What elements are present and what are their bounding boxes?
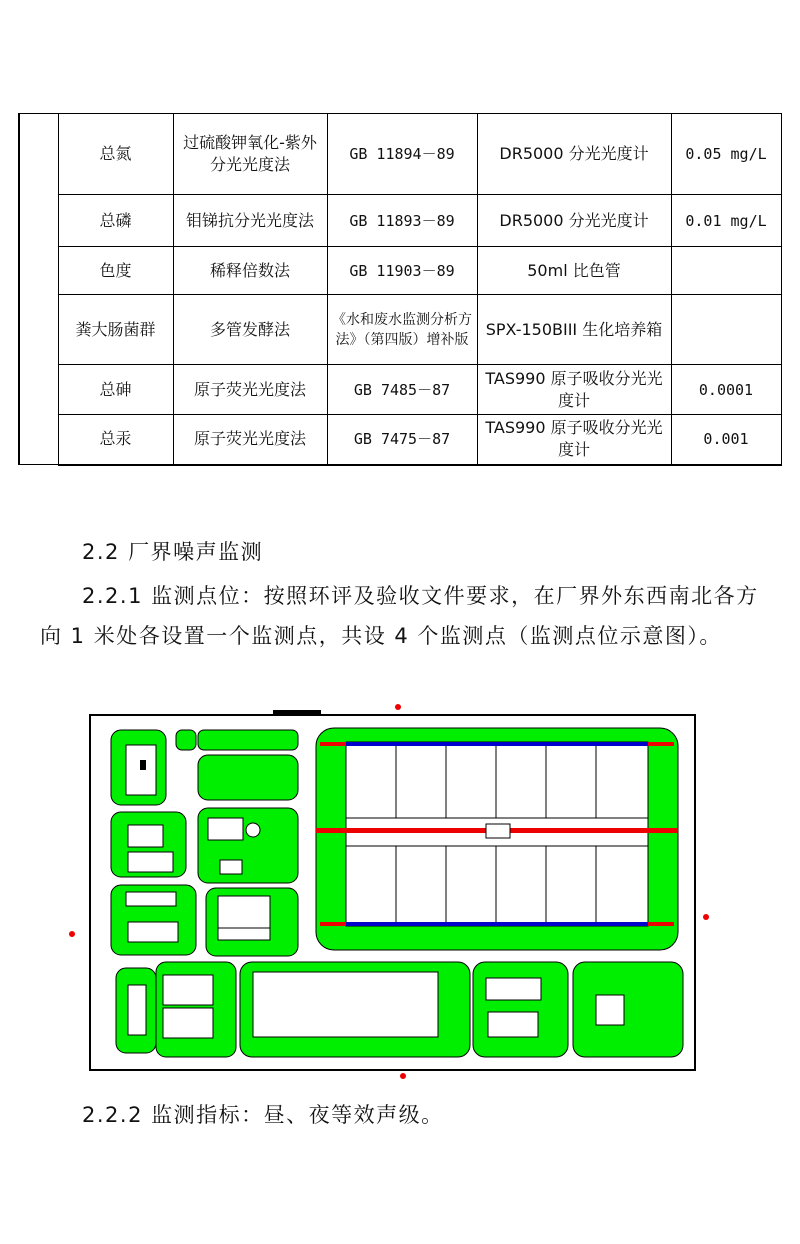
noise-monitoring-point xyxy=(703,914,709,920)
noise-monitoring-point xyxy=(395,704,401,710)
limit-cell xyxy=(671,247,781,295)
building xyxy=(163,975,213,1005)
tank xyxy=(246,823,260,837)
building xyxy=(220,860,242,874)
noise-monitoring-point xyxy=(400,1073,406,1079)
site-plan-map xyxy=(58,700,718,1085)
method-cell: 原子荧光光度法 xyxy=(173,415,327,465)
building-marker xyxy=(140,760,146,770)
item-cell: 总汞 xyxy=(58,415,173,465)
road-marking xyxy=(648,742,674,746)
item-cell: 总砷 xyxy=(58,365,173,415)
building xyxy=(208,818,243,840)
section-heading: 2.2 厂界噪声监测 xyxy=(82,540,264,564)
table-row xyxy=(19,195,781,247)
instrument-cell: 50ml 比色管 xyxy=(477,247,671,295)
road-marking xyxy=(320,922,346,926)
building xyxy=(128,825,163,847)
hall-edge xyxy=(346,922,648,926)
building xyxy=(488,1012,538,1037)
limit-cell: 0.01 mg/L xyxy=(671,195,781,247)
instrument-cell: SPX-150BIII 生化培养箱 xyxy=(477,295,671,365)
building xyxy=(128,922,178,942)
item-cell: 总磷 xyxy=(58,195,173,247)
noise-monitoring-point xyxy=(69,931,75,937)
limit-cell xyxy=(671,295,781,365)
table-row xyxy=(19,247,781,295)
method-cell: 钼锑抗分光光度法 xyxy=(173,195,327,247)
paragraph-monitoring-points: 2.2.1 监测点位：按照环评及验收文件要求，在厂界外东西南北各方向 1 米处各设置一个监测点，共设 4 个监测点（监测点位示意图）。 xyxy=(40,584,759,648)
limit-cell: 0.05 mg/L xyxy=(671,114,781,195)
road-marking xyxy=(648,922,674,926)
standard-cell: GB 11893－89 xyxy=(327,195,477,247)
instrument-cell: TAS990 原子吸收分光光度计 xyxy=(477,415,671,465)
limit-cell: 0.0001 xyxy=(671,365,781,415)
green-area xyxy=(573,962,683,1057)
item-cell: 色度 xyxy=(58,247,173,295)
table-row xyxy=(19,114,781,195)
factory-gate xyxy=(273,710,321,716)
instrument-cell: DR5000 分光光度计 xyxy=(477,114,671,195)
hall-edge xyxy=(346,742,648,746)
table-row xyxy=(19,415,781,465)
category-cell xyxy=(19,114,58,465)
building xyxy=(128,852,173,872)
green-area xyxy=(198,755,298,800)
standard-cell: GB 7485－87 xyxy=(327,365,477,415)
paragraph-monitoring-indicators: 2.2.2 监测指标：昼、夜等效声级。 xyxy=(82,1103,444,1127)
standard-cell: 《水和废水监测分析方法》（第四版）增补版 xyxy=(327,295,477,365)
limit-cell: 0.001 xyxy=(671,415,781,465)
building xyxy=(596,995,624,1025)
method-cell: 多管发酵法 xyxy=(173,295,327,365)
building xyxy=(126,892,176,906)
method-cell: 稀释倍数法 xyxy=(173,247,327,295)
green-area xyxy=(473,962,568,1057)
building xyxy=(163,1008,213,1038)
green-area xyxy=(198,730,298,750)
table-row xyxy=(19,365,781,415)
instrument-cell: TAS990 原子吸收分光光度计 xyxy=(477,365,671,415)
building xyxy=(218,928,270,940)
monitoring-methods-table xyxy=(18,113,782,466)
road-marking xyxy=(320,742,346,746)
standard-cell: GB 11894－89 xyxy=(327,114,477,195)
standard-cell: GB 11903－89 xyxy=(327,247,477,295)
method-cell: 原子荧光光度法 xyxy=(173,365,327,415)
building xyxy=(128,985,146,1035)
standard-cell: GB 7475－87 xyxy=(327,415,477,465)
item-cell: 总氮 xyxy=(58,114,173,195)
building xyxy=(486,978,541,1000)
method-cell: 过硫酸钾氧化-紫外分光光度法 xyxy=(173,114,327,195)
building xyxy=(486,824,510,838)
warehouse xyxy=(253,972,438,1037)
item-cell: 粪大肠菌群 xyxy=(58,295,173,365)
green-area xyxy=(176,730,196,750)
instrument-cell: DR5000 分光光度计 xyxy=(477,195,671,247)
table-row xyxy=(19,295,781,365)
